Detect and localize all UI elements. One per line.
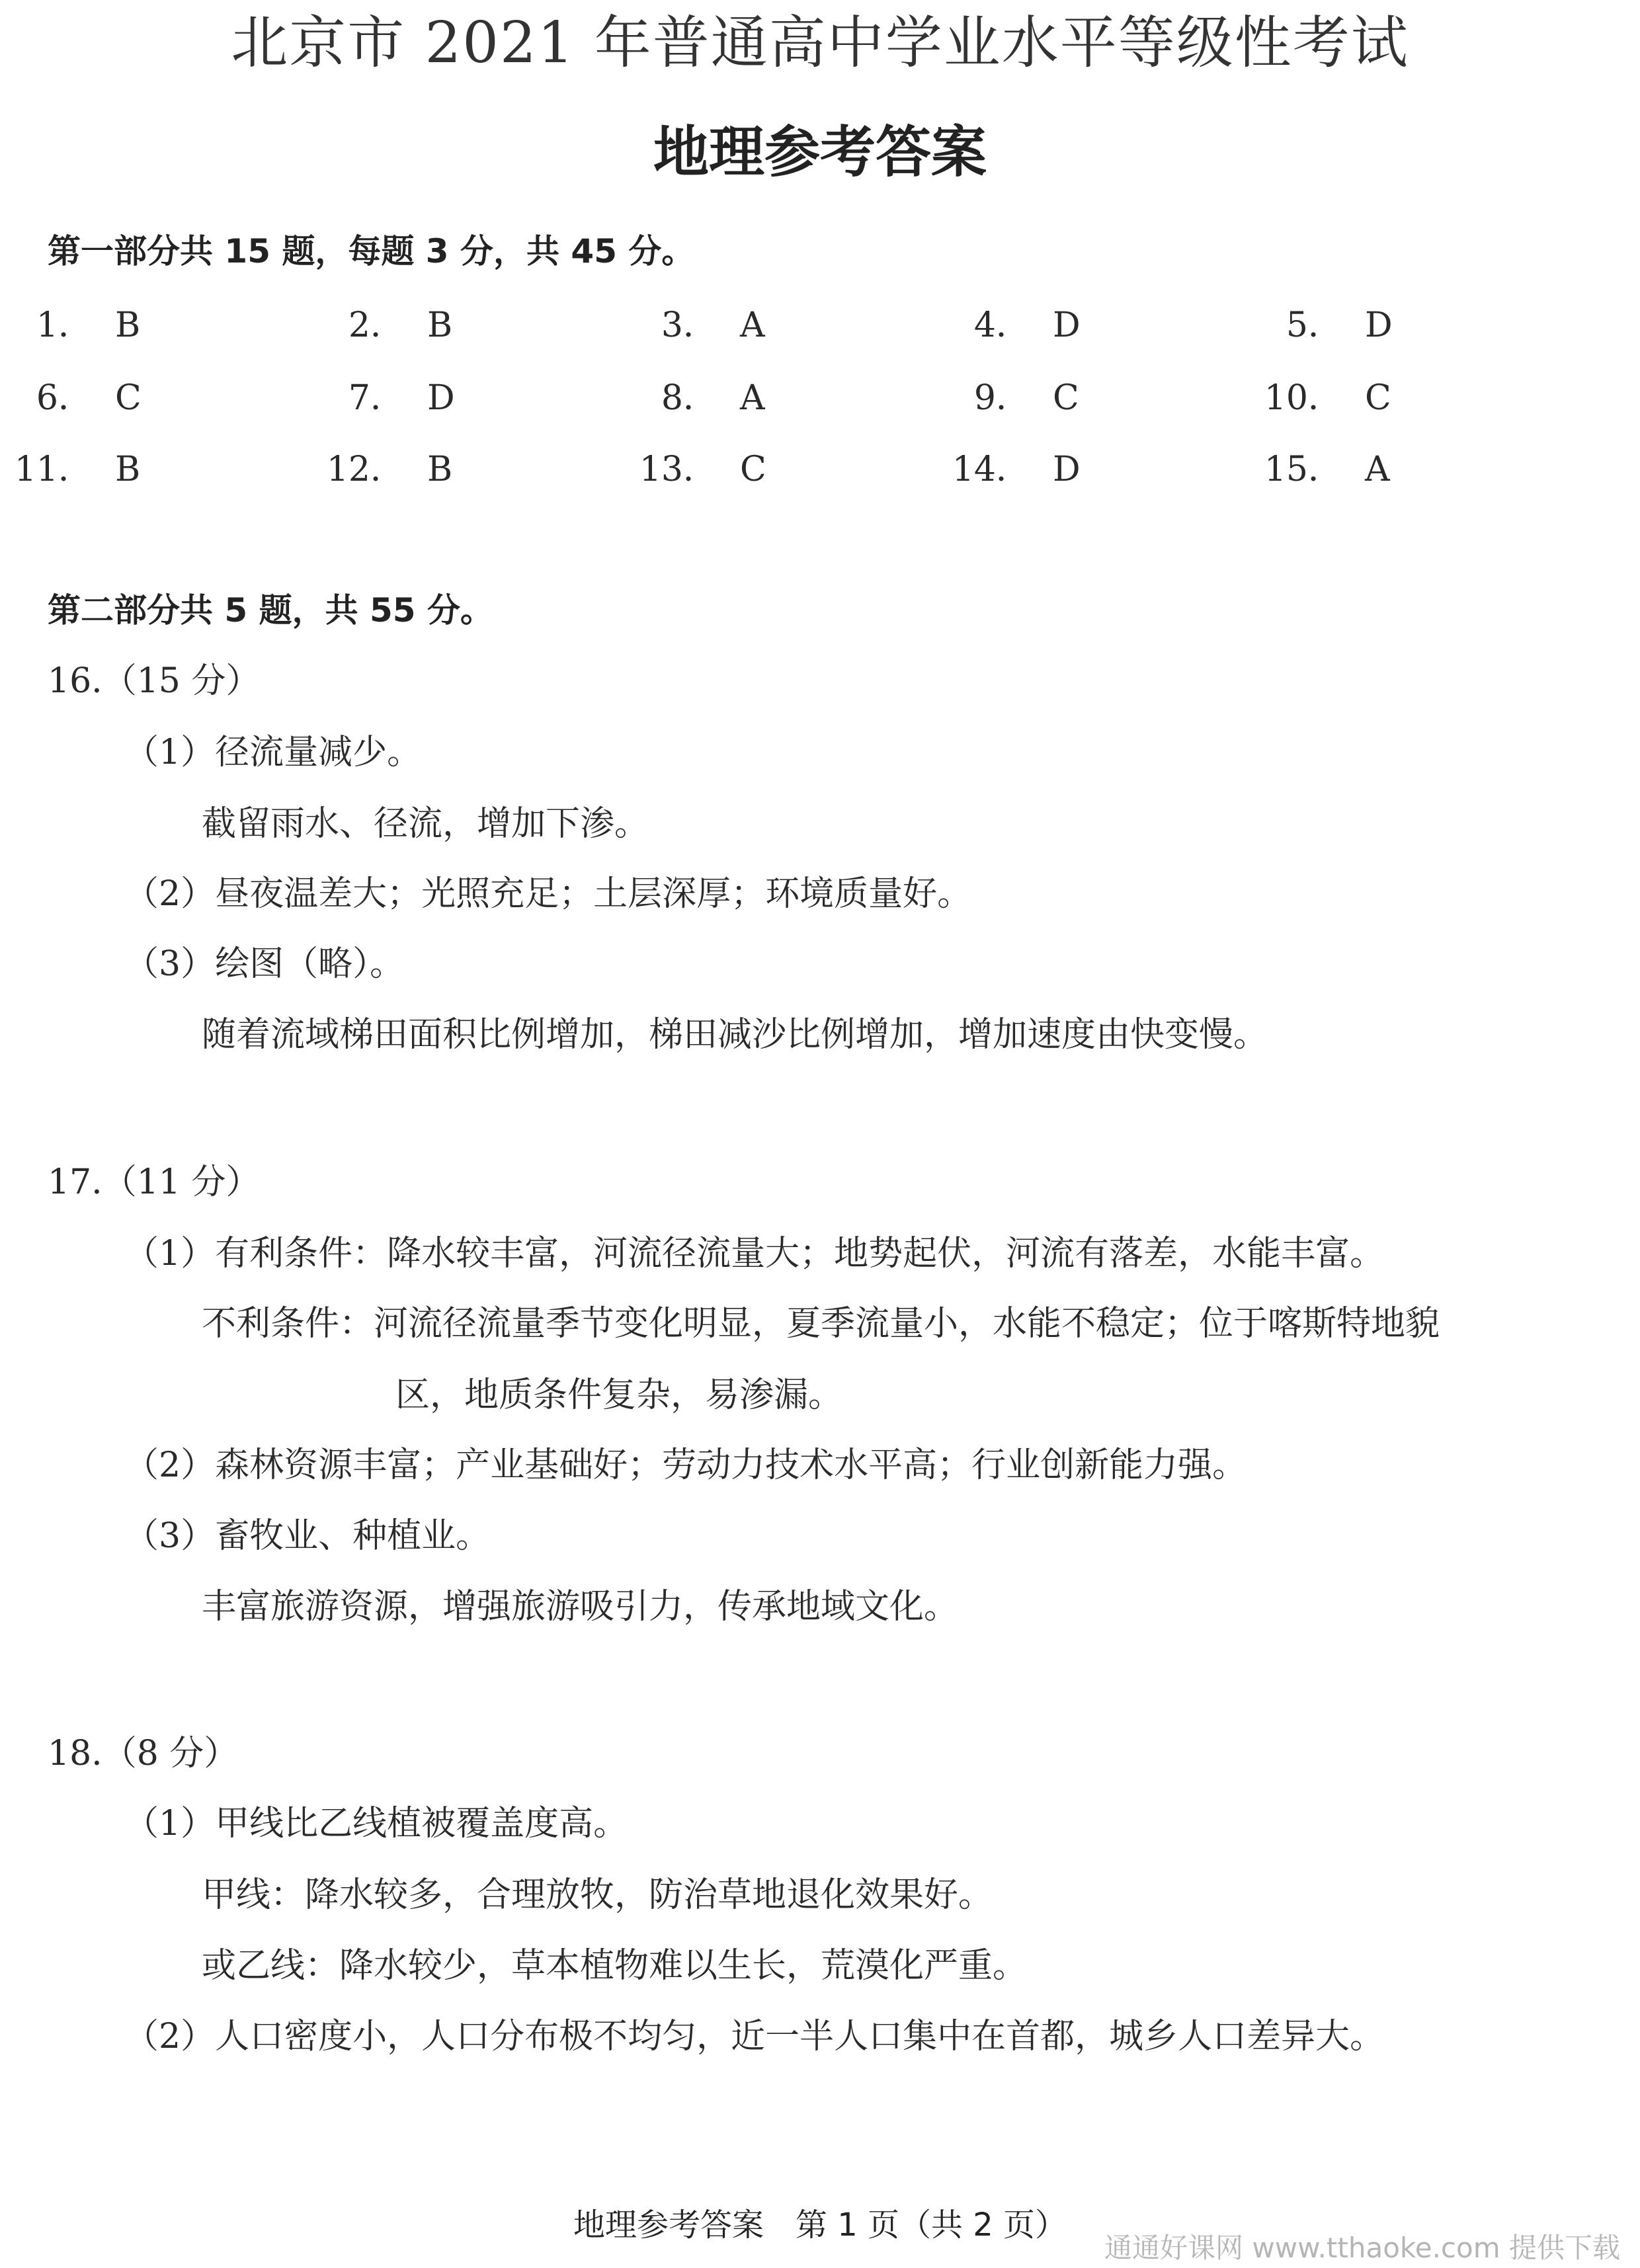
mc-item bbox=[312, 372, 455, 425]
answer-line: （3）畜牧业、种植业。 bbox=[124, 1516, 491, 1556]
mc-answer: B bbox=[115, 305, 141, 345]
mc-item bbox=[938, 372, 1079, 425]
mc-number: 7． bbox=[348, 378, 405, 418]
mc-number: 2． bbox=[348, 305, 405, 345]
page-title: 北京市 2021 年普通高中学业水平等级性考试 bbox=[231, 10, 1409, 76]
mc-item bbox=[625, 299, 765, 352]
mc-row bbox=[0, 299, 1640, 352]
mc-answer: A bbox=[740, 305, 765, 345]
mc-answer: C bbox=[1053, 378, 1079, 418]
question-header: 17.（11 分） bbox=[48, 1162, 261, 1202]
mc-item bbox=[0, 372, 142, 425]
mc-answer: C bbox=[115, 378, 142, 418]
mc-answer: B bbox=[427, 305, 453, 345]
mc-item bbox=[0, 299, 140, 352]
mc-number: 9． bbox=[973, 378, 1030, 418]
question-header: 16.（15 分） bbox=[48, 661, 261, 701]
mc-answer: C bbox=[1365, 378, 1391, 418]
answer-line: （2）森林资源丰富；产业基础好；劳动力技术水平高；行业创新能力强。 bbox=[124, 1445, 1247, 1485]
answer-line: （1）径流量减少。 bbox=[124, 733, 422, 772]
page-footer: 地理参考答案 第 1 页（共 2 页） bbox=[573, 2207, 1067, 2244]
answer-line: 丰富旅游资源，增强旅游吸引力，传承地域文化。 bbox=[202, 1587, 959, 1627]
mc-answer: D bbox=[1365, 305, 1393, 345]
mc-row bbox=[0, 443, 1640, 496]
mc-answer: A bbox=[1365, 450, 1390, 489]
part2-heading: 第二部分共 5 题，共 55 分。 bbox=[48, 591, 493, 629]
answer-line: （3）绘图（略）。 bbox=[124, 944, 405, 984]
answer-line: （1）有利条件：降水较丰富，河流径流量大；地势起伏，河流有落差，水能丰富。 bbox=[124, 1234, 1385, 1274]
mc-answer: B bbox=[115, 450, 141, 489]
answer-line: 甲线：降水较多，合理放牧，防治草地退化效果好。 bbox=[202, 1875, 993, 1915]
mc-item bbox=[625, 443, 766, 496]
mc-answer: D bbox=[1053, 305, 1081, 345]
mc-number: 14． bbox=[952, 450, 1030, 489]
mc-number: 12． bbox=[326, 450, 405, 489]
watermark-text: 通通好课网 www.tthaoke.com 提供下载 bbox=[1104, 2232, 1620, 2264]
mc-number: 11． bbox=[14, 450, 93, 489]
mc-answer: B bbox=[427, 450, 453, 489]
mc-number: 5． bbox=[1286, 305, 1342, 345]
answer-line: （2）昼夜温差大；光照充足；土层深厚；环境质量好。 bbox=[124, 874, 972, 914]
mc-number: 13． bbox=[639, 450, 718, 489]
mc-row bbox=[0, 372, 1640, 425]
answer-line: 随着流域梯田面积比例增加，梯田减沙比例增加，增加速度由快变慢。 bbox=[202, 1015, 1268, 1055]
mc-number: 10． bbox=[1264, 378, 1342, 418]
part1-heading: 第一部分共 15 题，每题 3 分，共 45 分。 bbox=[48, 232, 695, 270]
mc-item bbox=[1250, 372, 1391, 425]
mc-number: 15． bbox=[1264, 450, 1342, 489]
mc-number: 1． bbox=[36, 305, 93, 345]
question-header: 18.（8 分） bbox=[48, 1734, 239, 1773]
mc-item bbox=[625, 372, 765, 425]
mc-number: 6． bbox=[36, 378, 93, 418]
mc-answer: D bbox=[427, 378, 455, 418]
answer-line: 或乙线：降水较少，草本植物难以生长，荒漠化严重。 bbox=[202, 1946, 1028, 1986]
mc-number: 8． bbox=[661, 378, 718, 418]
page-subtitle: 地理参考答案 bbox=[653, 120, 987, 184]
mc-number: 3． bbox=[661, 305, 718, 345]
answer-line: （2）人口密度小，人口分布极不均匀，近一半人口集中在首都，城乡人口差异大。 bbox=[124, 2017, 1385, 2056]
mc-item bbox=[312, 299, 452, 352]
mc-answer: A bbox=[740, 378, 765, 418]
answer-line: 区，地质条件复杂，易渗漏。 bbox=[395, 1375, 843, 1415]
mc-answer: D bbox=[1053, 450, 1081, 489]
mc-item bbox=[938, 299, 1081, 352]
mc-answer: C bbox=[740, 450, 766, 489]
mc-item bbox=[1250, 443, 1390, 496]
answer-line: 不利条件：河流径流量季节变化明显，夏季流量小，水能不稳定；位于喀斯特地貌 bbox=[202, 1304, 1440, 1344]
mc-item bbox=[312, 443, 452, 496]
answer-line: （1）甲线比乙线植被覆盖度高。 bbox=[124, 1804, 628, 1843]
mc-item bbox=[938, 443, 1081, 496]
mc-item bbox=[0, 443, 140, 496]
answer-line: 截留雨水、径流，增加下渗。 bbox=[202, 804, 649, 844]
mc-item bbox=[1250, 299, 1393, 352]
mc-number: 4． bbox=[973, 305, 1030, 345]
